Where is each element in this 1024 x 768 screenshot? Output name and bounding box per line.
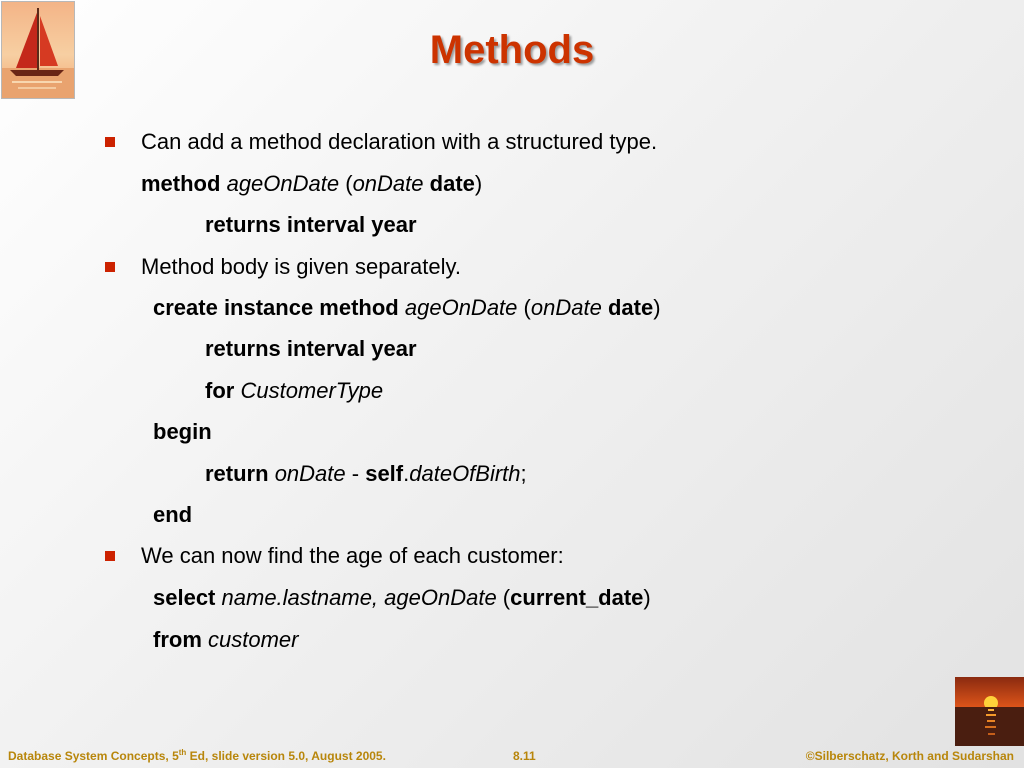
param-name: onDate	[352, 171, 424, 196]
returns-line-2	[205, 336, 417, 362]
for-line	[205, 378, 383, 404]
bullet-icon	[105, 262, 115, 272]
end-line	[153, 502, 192, 528]
from-line	[153, 627, 299, 653]
keyword-for: for	[205, 378, 235, 403]
keyword-end: end	[153, 502, 193, 527]
bullet-icon	[105, 551, 115, 561]
bullet-text-2: Method body is given separately.	[141, 254, 461, 279]
function-name: ageOnDate	[404, 295, 518, 320]
paren-open: (	[339, 171, 353, 196]
table-name: customer	[208, 627, 299, 652]
keyword-create-instance-method: create instance method	[153, 295, 399, 320]
method-declaration-line	[141, 171, 482, 197]
bullet-text-3: We can now find the age of each customer:	[141, 543, 564, 568]
function-name: ageOnDate	[226, 171, 340, 196]
paren-close: )	[643, 585, 651, 610]
bullet-text-1: Can add a method declaration with a structured type.	[141, 129, 658, 154]
returns-clause: returns interval year	[205, 212, 417, 237]
footer-copyright: ©Silberschatz, Korth and Sudarshan	[805, 749, 1014, 763]
create-method-line	[153, 295, 661, 321]
param-type: date	[607, 295, 654, 320]
select-line	[153, 585, 651, 611]
sunset-icon	[955, 677, 1024, 746]
footer-edition: Ed, slide version 5.0, August 2005.	[186, 749, 386, 763]
keyword-method: method	[141, 171, 221, 196]
page-number: 8.11	[513, 749, 536, 763]
bullet-icon	[105, 137, 115, 147]
for-type: CustomerType	[240, 378, 384, 403]
keyword-select: select	[153, 585, 216, 610]
semicolon: ;	[520, 461, 527, 486]
keyword-return: return	[205, 461, 269, 486]
keyword-self: self	[365, 461, 404, 486]
return-variable: onDate	[274, 461, 346, 486]
footer-left	[8, 749, 386, 767]
begin-line	[153, 419, 212, 445]
param-name: onDate	[530, 295, 602, 320]
field-name: dateOfBirth	[409, 461, 521, 486]
paren-close: )	[653, 295, 661, 320]
current-date-keyword: current_date	[510, 585, 644, 610]
paren-open: (	[517, 295, 531, 320]
keyword-begin: begin	[153, 419, 212, 444]
slide-title: Methods	[429, 28, 595, 72]
returns-line-1	[205, 212, 417, 238]
footer-sup: th	[178, 748, 187, 757]
dot: .	[403, 461, 410, 486]
select-expression: name.lastname, ageOnDate	[221, 585, 497, 610]
paren-close: )	[474, 171, 483, 196]
return-line	[205, 461, 527, 487]
footer-book-title: Database System Concepts, 5	[8, 749, 179, 763]
minus-operator: -	[345, 461, 366, 486]
keyword-from: from	[153, 627, 202, 652]
paren-open: (	[496, 585, 511, 610]
returns-clause: returns interval year	[205, 336, 417, 361]
param-type: date	[429, 171, 475, 196]
